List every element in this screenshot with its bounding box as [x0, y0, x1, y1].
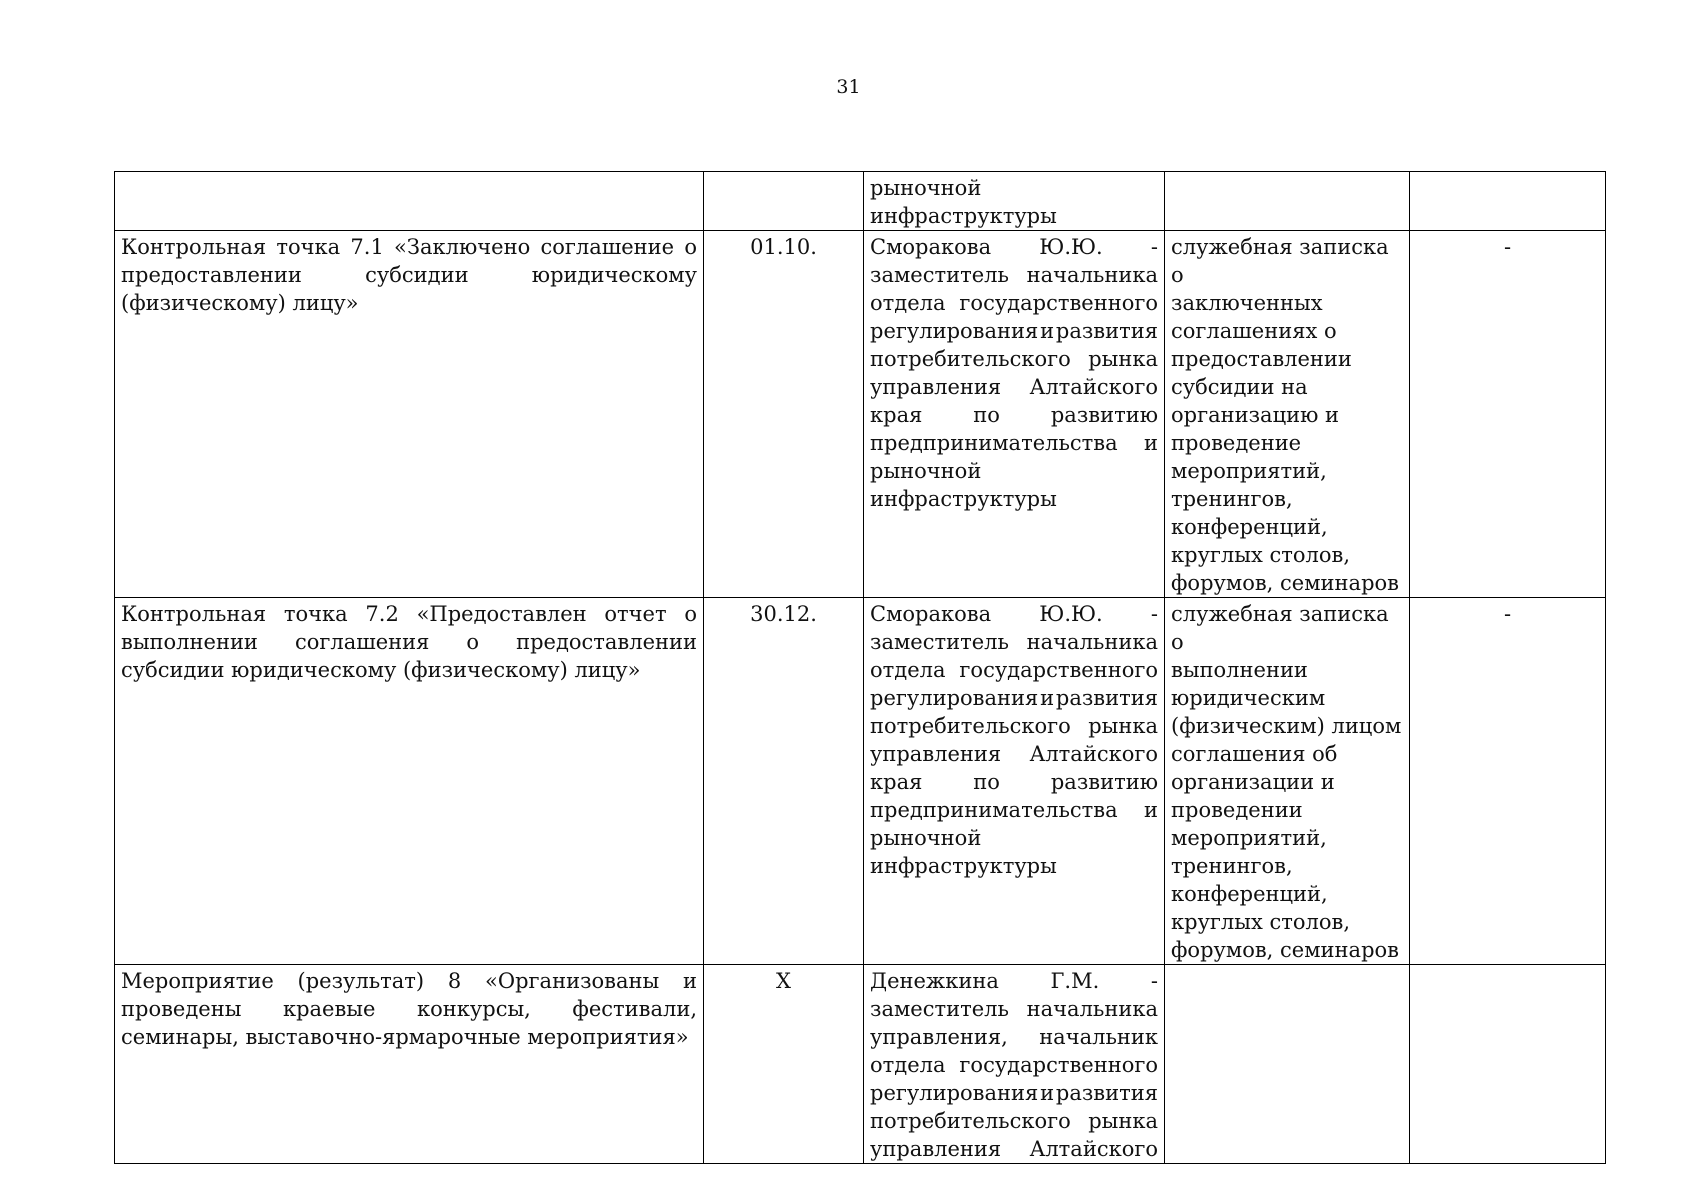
document-cell [1165, 598, 1410, 965]
result-cell [1410, 172, 1606, 231]
cell-line: конференций, [1171, 882, 1328, 906]
cell-line: регулирования и развития [870, 319, 1158, 343]
measure-name-cell [115, 172, 704, 231]
cell-line: мероприятий, [1171, 826, 1327, 850]
document-cell [1165, 172, 1410, 231]
cell-line: управления Алтайского [870, 742, 1158, 766]
cell-line: предпринимательства и [870, 431, 1158, 455]
cell-line: рыночной [870, 176, 982, 200]
cell-line: служебная записка о [1171, 602, 1389, 654]
cell-line: отдела государственного [870, 658, 1158, 682]
cell-line: круглых столов, [1171, 910, 1351, 934]
page-number: 31 [836, 76, 861, 98]
cell-line: Денежкина Г.М. - [870, 969, 1158, 993]
responsible-cell [864, 965, 1165, 1164]
measure-name-cell: Мероприятие (результат) 8 «Организованы и проведены краевые конкурсы, фестивали, семинары, выставочно-ярмарочные мероприятия» [115, 965, 704, 1164]
cell-line: конференций, [1171, 515, 1328, 539]
cell-line: тренингов, [1171, 854, 1293, 878]
document-cell [1165, 965, 1410, 1164]
table-row [115, 598, 1606, 965]
deadline-cell: 30.12. [704, 598, 864, 965]
result-cell: - [1410, 231, 1606, 598]
cell-line: организации и [1171, 770, 1335, 794]
cell-line: отдела государственного [870, 291, 1158, 315]
table-row [115, 172, 1606, 231]
cell-line: управления Алтайского [870, 375, 1158, 399]
cell-line: управления, начальник [870, 1025, 1158, 1049]
cell-line: проведении [1171, 798, 1303, 822]
cell-line: регулирования и развития [870, 686, 1158, 710]
cell-line: края по развитию [870, 403, 1158, 427]
cell-line: инфраструктуры [870, 204, 1057, 228]
cell-line: форумов, семинаров [1171, 571, 1399, 595]
cell-line: тренингов, [1171, 487, 1293, 511]
responsible-cell [864, 231, 1165, 598]
cell-line: соглашениях о [1171, 319, 1337, 343]
cell-line: (физическим) лицом [1171, 714, 1402, 738]
cell-line: отдела государственного [870, 1053, 1158, 1077]
cell-line: Сморакова Ю.Ю. - [870, 235, 1158, 259]
plan-table [114, 171, 1606, 1164]
cell-line: инфраструктуры [870, 854, 1057, 878]
cell-line: заключенных [1171, 291, 1323, 315]
cell-line: инфраструктуры [870, 487, 1057, 511]
cell-line: заместитель начальника [870, 630, 1158, 654]
measure-name-cell: Контрольная точка 7.2 «Предоставлен отчет о выполнении соглашения о предоставлении субсидии юридическому (физическому) лицу» [115, 598, 704, 965]
cell-line: регулирования и развития [870, 1081, 1158, 1105]
deadline-cell: 01.10. [704, 231, 864, 598]
measure-name-cell: Контрольная точка 7.1 «Заключено соглашение о предоставлении субсидии юридическому (физическому) лицу» [115, 231, 704, 598]
cell-line: рыночной [870, 826, 982, 850]
result-cell [1410, 965, 1606, 1164]
cell-line: круглых столов, [1171, 543, 1351, 567]
cell-line: выполнении [1171, 658, 1308, 682]
document-cell [1165, 231, 1410, 598]
cell-line: субсидии на [1171, 375, 1308, 399]
cell-line: потребительского рынка [870, 1109, 1158, 1133]
cell-line: организацию и [1171, 403, 1340, 427]
responsible-cell [864, 172, 1165, 231]
table-row [115, 965, 1606, 1164]
cell-line: Сморакова Ю.Ю. - [870, 602, 1158, 626]
cell-line: соглашения об [1171, 742, 1338, 766]
cell-line: проведение [1171, 431, 1302, 455]
cell-line: заместитель начальника [870, 997, 1158, 1021]
cell-line: заместитель начальника [870, 263, 1158, 287]
cell-line: рыночной [870, 459, 982, 483]
cell-line: потребительского рынка [870, 347, 1158, 371]
result-cell: - [1410, 598, 1606, 965]
cell-line: предпринимательства и [870, 798, 1158, 822]
cell-line: потребительского рынка [870, 714, 1158, 738]
deadline-cell: X [704, 965, 864, 1164]
cell-line: мероприятий, [1171, 459, 1327, 483]
responsible-cell [864, 598, 1165, 965]
cell-line: края по развитию [870, 770, 1158, 794]
cell-line: юридическим [1171, 686, 1326, 710]
cell-line: предоставлении [1171, 347, 1352, 371]
cell-line: управления Алтайского [870, 1137, 1158, 1161]
cell-line: форумов, семинаров [1171, 938, 1399, 962]
deadline-cell [704, 172, 864, 231]
cell-line: служебная записка о [1171, 235, 1389, 287]
table-row [115, 231, 1606, 598]
